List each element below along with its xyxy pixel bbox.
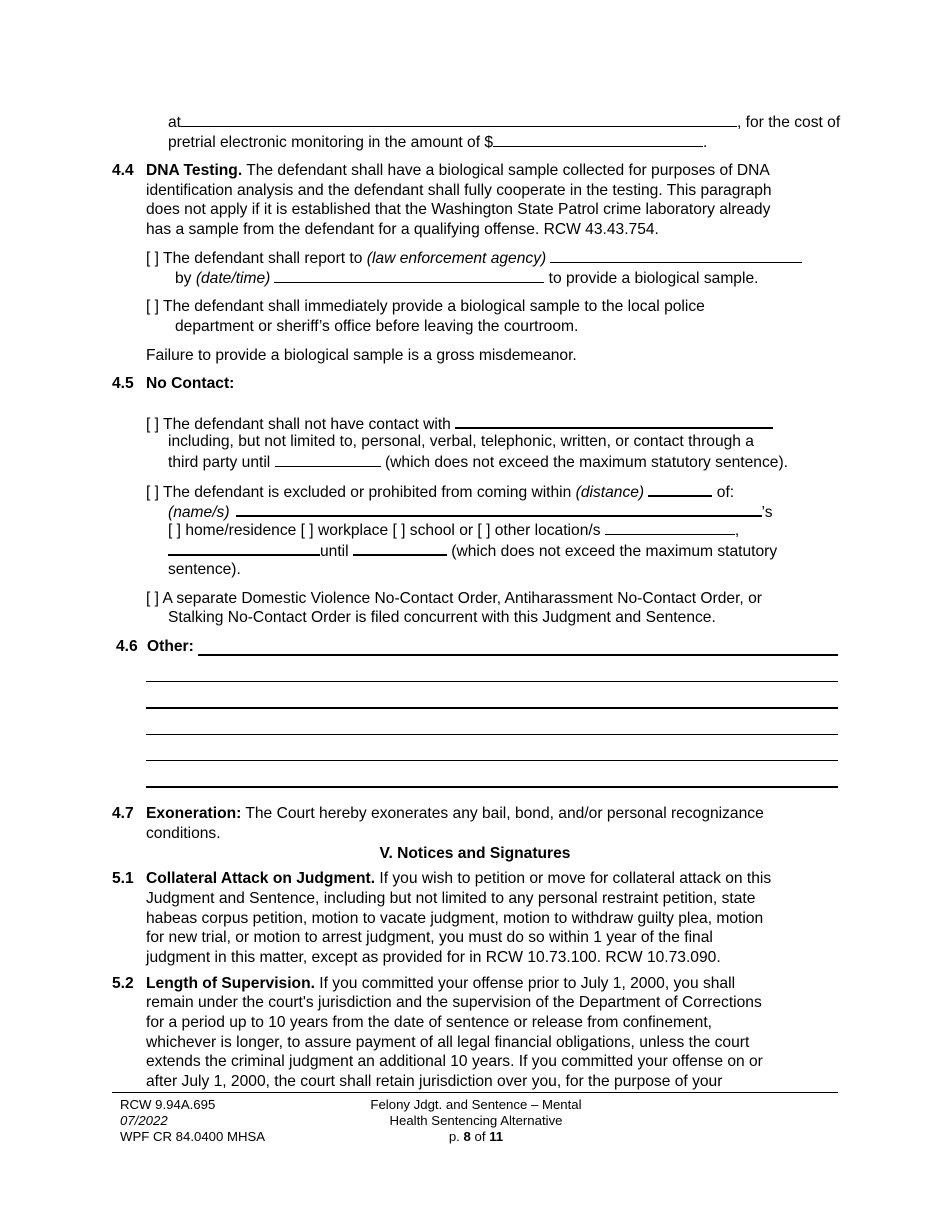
section-title: Other: [147,638,194,655]
section-title: No Contact: [146,375,235,392]
section-4-7-line-1: 4.7 Exoneration: The Court hereby exonerates any bail, bond, and/or personal recognizance [112,805,764,822]
dna-failure-note: Failure to provide a biological sample is a gross misdemeanor. [146,347,577,364]
section-number: 4.4 [112,162,134,179]
section-5-2-line-5: extends the criminal judgment an additional 10 years. If you committed your offense on or [146,1053,763,1070]
footer-divider [112,1092,838,1093]
section-title: DNA Testing. [146,162,243,179]
other-location-field[interactable] [605,520,735,535]
section-5-2-line-2: remain under the court's jurisdiction and the supervision of the Department of Corrections [146,994,762,1011]
footer-rcw: RCW 9.94A.695 [120,1097,216,1112]
protected-names-field[interactable] [236,501,762,517]
section-4-7-line-2: conditions. [146,825,221,842]
exclusion-option-line-4: until (which does not exceed the maximum statutory [168,540,777,562]
monitoring-amount-field[interactable] [493,132,703,147]
section-4-6-heading [116,637,194,657]
exclusion-option-line-3: [ ] home/residence [ ] workplace [ ] school or [ ] other location/s , [168,522,740,539]
no-contact-name-field[interactable] [455,413,773,429]
dna-immediate-option[interactable]: [ ] The defendant shall immediately provide a biological sample to the local police [146,298,705,315]
monitoring-location-field[interactable] [181,112,737,127]
footer-form-number: WPF CR 84.0400 MHSA [120,1129,266,1144]
no-contact-option-line-3: third party until (which does not exceed the maximum statutory sentence). [168,454,788,471]
other-line-1[interactable] [198,654,838,656]
other-line-4[interactable] [146,734,838,735]
dna-report-option-line-2: by (date/time) to provide a biological sample. [175,270,759,287]
section-5-1-line-1: 5.1 Collateral Attack on Judgment. If you wish to petition or move for collateral attack on this [112,870,772,887]
section-number: 4.5 [112,375,134,392]
other-line-2[interactable] [146,681,838,682]
section-title: Length of Supervision. [146,975,315,992]
exclusion-option-line-5: sentence). [168,561,241,578]
section-5-1-line-3: habeas corpus petition, motion to vacate judgment, motion to withdraw guilty plea, motion [146,910,764,927]
section-title: Collateral Attack on Judgment. [146,870,376,887]
exclusion-until-field[interactable] [353,540,447,556]
no-contact-until-field[interactable] [275,452,381,467]
section-5-1-line-5: judgment in this matter, except as provided for in RCW 10.73.100. RCW 10.73.090. [146,949,721,966]
distance-field[interactable] [648,481,712,497]
section-5-heading: V. Notices and Signatures [379,845,571,862]
section-4-5-heading [112,374,234,394]
section-title: Exoneration: [146,805,242,822]
section-5-1-line-2: Judgment and Sentence, including but not limited to any personal restraint petition, state [146,890,756,907]
footer-title-line-2: Health Sentencing Alternative [389,1113,563,1128]
footer-date: 07/2022 [120,1113,168,1128]
section-5-2-line-3: for a period up to 10 years from the date of sentence or release from confinement, [146,1014,713,1031]
other-line-3[interactable] [146,707,838,709]
section-4-4-line-4: has a sample from the defendant for a qualifying offense. RCW 43.43.754. [146,221,659,238]
other-line-6[interactable] [146,786,838,788]
monitoring-line-2: pretrial electronic monitoring in the amount of $ . [168,134,708,151]
no-contact-option[interactable]: [ ] The defendant shall not have contact with [146,413,773,435]
exclusion-option-line-2: (name/s) ’s [168,501,773,523]
dna-immediate-option-line-2: department or sheriff’s office before leaving the courtroom. [175,318,579,335]
section-5-1-line-4: for new trial, or motion to arrest judgment, you must do so within 1 year of the final [146,929,713,946]
dna-report-option[interactable]: [ ] The defendant shall report to (law enforcement agency) [146,248,802,269]
other-line-5[interactable] [146,760,838,761]
agency-field[interactable] [550,248,802,263]
section-5-2-line-1: 5.2 Length of Supervision. If you committed your offense prior to July 1, 2000, you shall [112,975,736,992]
separate-order-option-line-2: Stalking No-Contact Order is filed concurrent with this Judgment and Sentence. [168,609,716,626]
section-number: 5.2 [112,975,134,992]
section-5-2-line-6: after July 1, 2000, the court shall retain jurisdiction over you, for the purpose of your [146,1073,723,1090]
exclusion-option[interactable]: [ ] The defendant is excluded or prohibited from coming within (distance) of: [146,481,734,503]
section-4-4-line-3: does not apply if it is established that the Washington State Patrol crime laboratory already [146,201,771,218]
other-location-field-2[interactable] [168,540,320,556]
date-time-field[interactable] [274,268,544,283]
monitoring-line-1: at , for the cost of [168,114,841,131]
section-number: 4.7 [112,805,134,822]
footer-page-number: p. 8 of 11 [448,1129,504,1144]
no-contact-option-line-2: including, but not limited to, personal, verbal, telephonic, written, or contact through a [168,433,754,450]
section-number: 4.6 [116,638,138,655]
section-number: 5.1 [112,870,134,887]
section-4-4-line-2: identification analysis and the defendant shall fully cooperate in the testing. This paragraph [146,182,772,199]
section-5-2-line-4: whichever is longer, to assure payment of all legal financial obligations, unless the court [146,1034,750,1051]
section-4-4-line-1: 4.4 DNA Testing. The defendant shall have a biological sample collected for purposes of DNA [112,162,770,179]
separate-order-option[interactable]: [ ] A separate Domestic Violence No-Contact Order, Antiharassment No-Contact Order, or [146,590,762,607]
footer-title-line-1: Felony Jdgt. and Sentence – Mental [370,1097,582,1112]
